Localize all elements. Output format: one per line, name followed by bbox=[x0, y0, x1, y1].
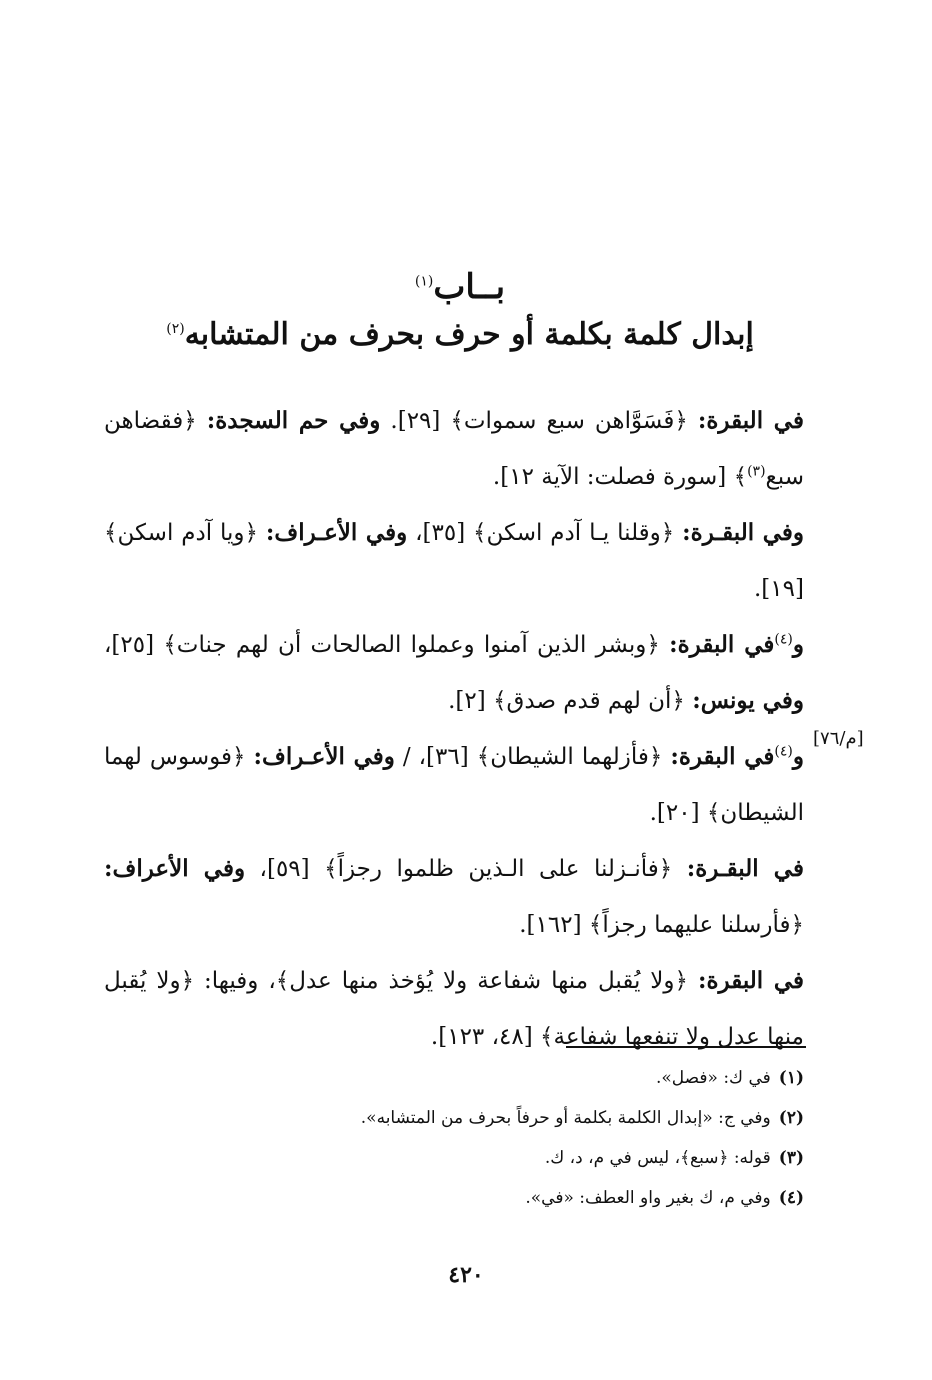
manuscript-page-reference: [م/٧٦] bbox=[813, 728, 864, 749]
body-text bbox=[104, 393, 804, 1065]
footnote-marker: (١) bbox=[414, 273, 434, 290]
footnote bbox=[104, 1178, 804, 1218]
paragraph bbox=[104, 729, 804, 841]
footnote-marker: (٤) bbox=[774, 631, 793, 648]
footnote-number: (١) bbox=[778, 1068, 804, 1088]
verse-text: ﴿فقضاهن سبع bbox=[104, 408, 804, 490]
footnote-text: وفي م، ك بغير واو العطف: «في». bbox=[525, 1188, 771, 1208]
verse-text: ﴿فأرسلنا عليهما رجزاً﴾ [١٦٢]. bbox=[519, 912, 804, 938]
source-label: وفي الأعراف: bbox=[104, 855, 246, 882]
footnote-divider bbox=[566, 1046, 806, 1048]
footnote-marker: (٤) bbox=[774, 743, 793, 760]
source-label: في البقـرة: bbox=[686, 855, 804, 882]
chapter-word-text: بــاب bbox=[433, 267, 506, 307]
verse-text: ﴿وقلنا يـا آدم اسكن﴾ [٣٥]، bbox=[407, 520, 683, 546]
verse-text: ﴿فأزلهما الشيطان﴾ [٣٦]، / bbox=[394, 744, 671, 770]
paragraph bbox=[104, 617, 804, 729]
verse-text: ﴿ويا آدم اسكن﴾ [١٩]. bbox=[104, 520, 804, 602]
page-number: ٤٢٠ bbox=[448, 1262, 484, 1288]
verse-text: ﴿فأنـزلنا على الـذين ظلموا رجزاً﴾ [٥٩]، bbox=[245, 856, 687, 882]
footnote-number: (٤) bbox=[778, 1188, 804, 1208]
footnote-marker: (٣) bbox=[747, 463, 766, 480]
footnote-number: (٣) bbox=[778, 1148, 804, 1168]
conjunction: و bbox=[792, 743, 804, 770]
chapter-heading bbox=[110, 262, 810, 358]
verse-text: ﴿أن لهم قدم صدق﴾ [٢]. bbox=[448, 688, 693, 714]
source-label: في البقرة: bbox=[697, 967, 804, 994]
chapter-word bbox=[110, 262, 810, 312]
footnote-marker: (٢) bbox=[166, 321, 185, 337]
footnote-text: قوله: ﴿سبع﴾، ليس في م، د، ك. bbox=[544, 1148, 771, 1168]
footnote bbox=[104, 1058, 804, 1098]
source-label: وفي البقـرة: bbox=[682, 519, 804, 546]
verse-text: ﴿ولا يُقبل منها شفاعة ولا يُؤخذ منها عدل﴾، وفيها: ﴿ولا يُقبل منها عدل ولا تنفعها شفاعة﴾ [٤٨، ١٢٣]. bbox=[104, 968, 804, 1050]
chapter-title bbox=[110, 312, 810, 358]
footnote-text: وفي ج: «إبدال الكلمة بكلمة أو حرفاً بحرف من المتشابه». bbox=[360, 1108, 771, 1128]
source-label: وفي الأعـراف: bbox=[265, 519, 408, 546]
chapter-title-text: إبدال كلمة بكلمة أو حرف بحرف من المتشابه bbox=[184, 317, 754, 352]
source-label: في البقرة: bbox=[697, 407, 804, 434]
paragraph bbox=[104, 393, 804, 505]
source-label: في البقرة: bbox=[670, 743, 775, 770]
source-label: وفي حم السجدة: bbox=[206, 407, 381, 434]
footnotes bbox=[104, 1058, 804, 1218]
paragraph bbox=[104, 953, 804, 1065]
paragraph bbox=[104, 841, 804, 953]
verse-text: ﴿فَسَوَّاهن سبع سموات﴾ [٢٩]. bbox=[380, 408, 698, 434]
footnote-number: (٢) bbox=[778, 1108, 804, 1128]
conjunction: و bbox=[792, 631, 804, 658]
verse-text: ﴿وبشر الذين آمنوا وعملوا الصالحات أن لهم جنات﴾ [٢٥]، bbox=[104, 632, 670, 658]
source-label: وفي الأعـراف: bbox=[253, 743, 395, 770]
source-label: في البقرة: bbox=[669, 631, 775, 658]
footnote bbox=[104, 1098, 804, 1138]
footnote bbox=[104, 1138, 804, 1178]
footnote-text: في ك: «فصل». bbox=[655, 1068, 771, 1088]
verse-text: ﴾ [سورة فصلت: الآية ١٢]. bbox=[492, 464, 748, 490]
verse-text: ﴿فوسوس لهما الشيطان﴾ [٢٠]. bbox=[104, 744, 804, 826]
paragraph bbox=[104, 505, 804, 617]
source-label: وفي يونس: bbox=[692, 687, 804, 714]
